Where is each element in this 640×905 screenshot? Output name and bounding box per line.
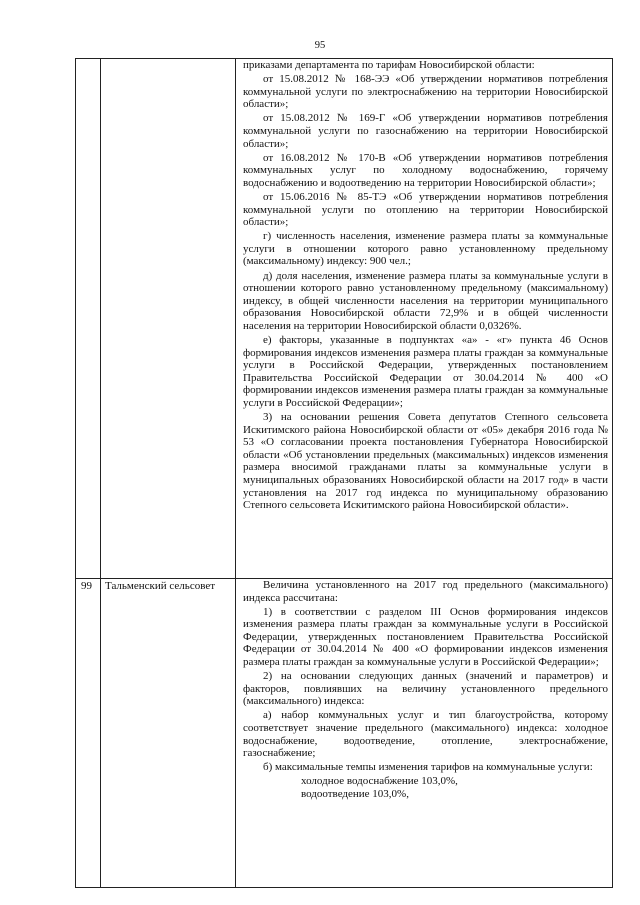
table-row [76,579,613,888]
paragraph: приказами департамента по тарифам Новосибирской области: [243,59,535,71]
municipality-name-cell [101,59,236,579]
paragraph: 3) на основании решения Совета депутатов Степного сельсовета Искитимского района Новосибирской области от «05» декабря 2016 года № 53 «О согласовании проекта постановления Губернатора Новосибирской области «Об установлении предельных (максимальных) индексов изменения размера вносимой гражданами платы за коммунальные услуги в муниципальных образованиях Новосибирской области на 2017 год» в части установления на 2017 год индекса по муниципальному образованию Степного сельсовета Искитимского района Новосибирской области». [243,411,608,512]
paragraph: е) факторы, указанные в подпунктах «а» - «г» пункта 46 Основ формирования индексов изменения размера платы граждан за коммунальные услуги в Российской Федерации, утвержденных постановлением Правительства Российской Федерации от 30.04.2014 № 400 «О формировании индексов изменения размера платы граждан за коммунальные услуги в Российской Федерации»; [243,333,608,409]
justification-cell [236,579,613,888]
paragraph: от 15.08.2012 № 168-ЭЭ «Об утверждении нормативов потребления коммунальной услуги по электроснабжению на территории Новосибирской области»; [243,73,608,111]
tariff-line: водоотведение 103,0%, [301,788,409,800]
justification-table [75,58,613,888]
paragraph: д) доля населения, изменение размера платы за коммунальные услуги в отношении которого равно установленному предельному (максимальному) индексу, в общей численности населения на территории муниципального образования Новосибирской области 72,9% и в общей численности населения на территории Новосибирской области 0,0326%. [243,269,608,332]
paragraph: а) набор коммунальных услуг и тип благоустройства, которому соответствует значение предельного (максимального) индекса: холодное водоснабжение, водоотведение, отопление, электроснабжение, газоснабжение; [243,709,608,760]
page-number: 95 [314,40,326,51]
paragraph: от 15.08.2012 № 169-Г «Об утверждении нормативов потребления коммунальной услуги по газоснабжению на территории Новосибирской области»; [243,112,608,150]
paragraph: б) максимальные темпы изменения тарифов на коммунальные услуги: [263,761,593,774]
tariff-line: холодное водоснабжение 103,0%, [301,775,458,788]
paragraph: от 16.08.2012 № 170-В «Об утверждении нормативов потребления коммунальных услуг по холодному водоснабжению, горячему водоснабжению и водоотведению на территории Новосибирской области»; [243,151,608,189]
table-row [76,59,613,579]
paragraph: Величина установленного на 2017 год предельного (максимального) индекса рассчитана: [243,579,608,604]
paragraph: 2) на основании следующих данных (значений и параметров) и факторов, повлиявших на величину установленного предельного (максимального) индекса: [243,670,608,708]
paragraph: г) численность населения, изменение размера платы за коммунальные услуги в отношении которого равно установленному предельному (максимальному) индексу: 900 чел.; [243,230,608,268]
paragraph: 1) в соответствии с разделом III Основ формирования индексов изменения размера платы граждан за коммунальные услуги в Российской Федерации, утвержденных постановлением Правительства Российской Федерации от 30.04.2014 № 400 «О формировании индексов изменения размера платы граждан за коммунальные услуги в Российской Федерации»; [243,605,608,669]
justification-cell [236,59,613,579]
municipality-name-cell: Тальменский сельсовет [101,579,236,888]
row-number-cell [76,59,101,579]
row-number-cell: 99 [76,579,101,888]
paragraph: от 15.06.2016 № 85-ТЭ «Об утверждении нормативов потребления коммунальной услуги по отоплению на территории Новосибирской области»; [243,190,608,229]
